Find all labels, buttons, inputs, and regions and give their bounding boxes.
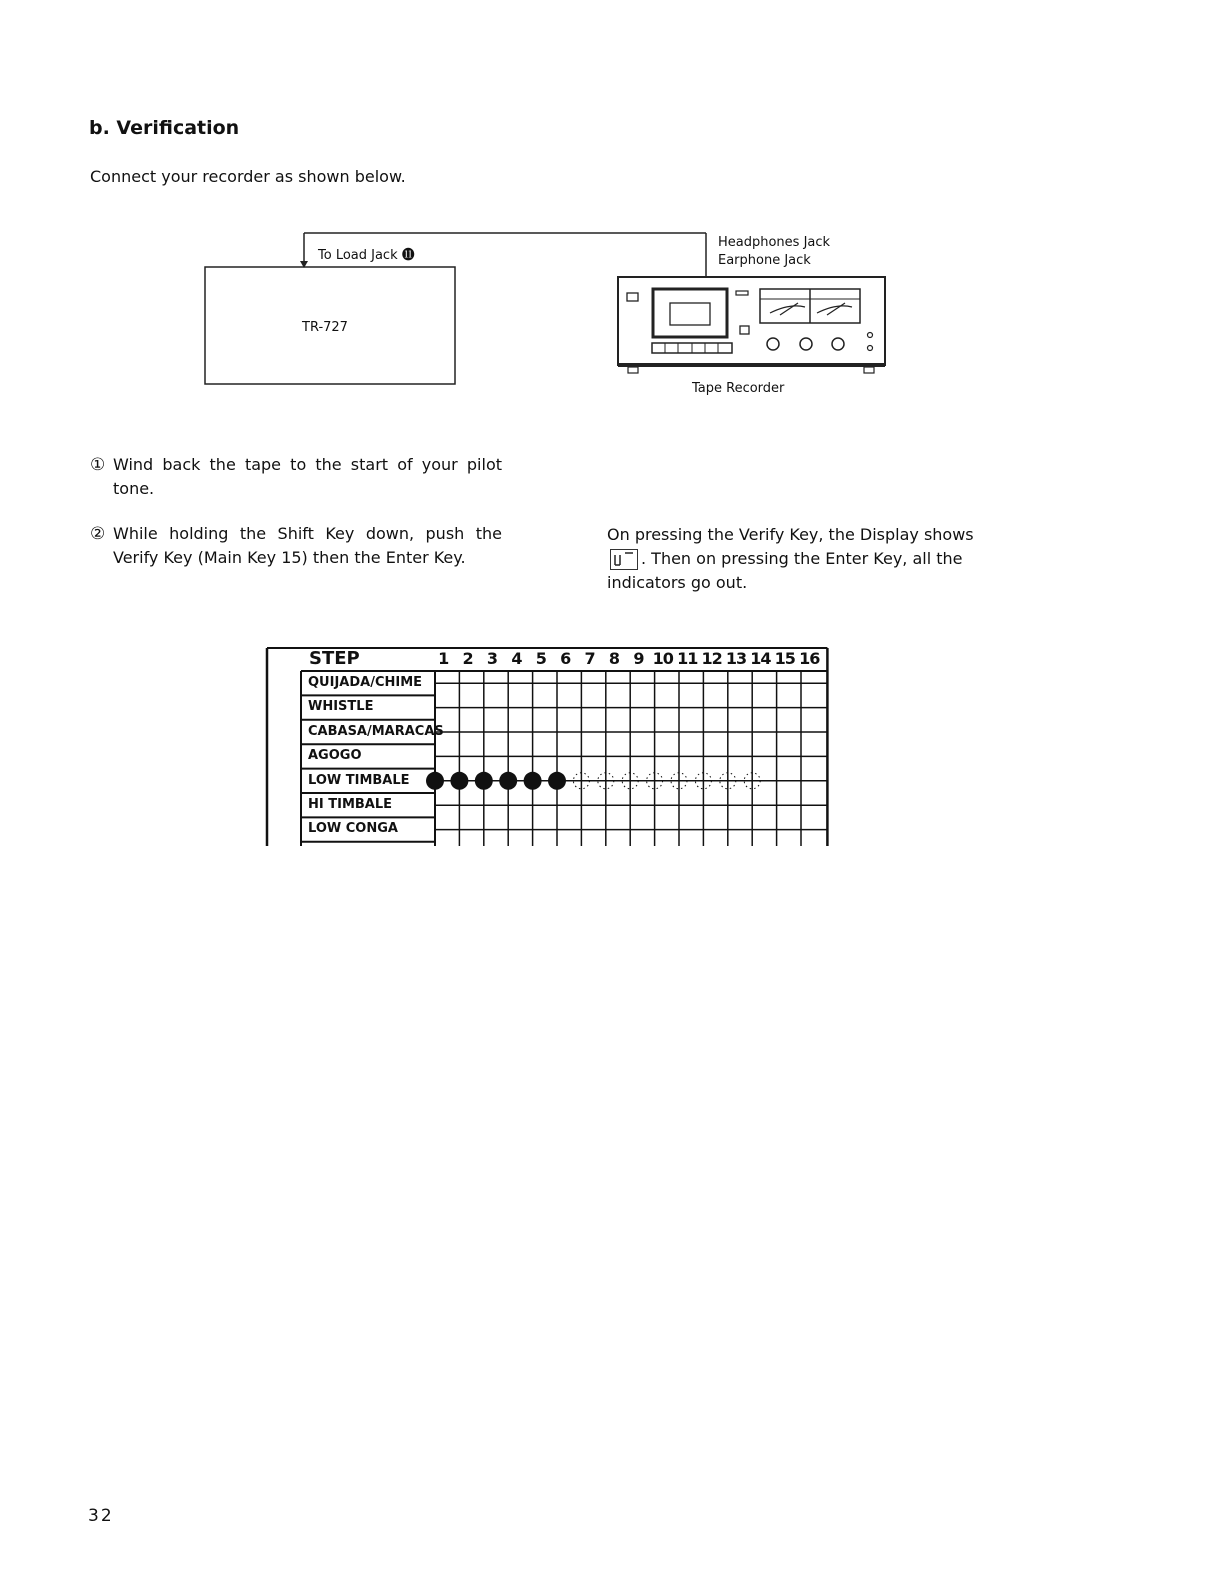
recorder-label: Tape Recorder xyxy=(692,381,785,396)
intro-text: Connect your recorder as shown below. xyxy=(90,167,406,186)
step-number-12: 12 xyxy=(701,649,722,668)
step-number-7: 7 xyxy=(584,649,595,668)
step-text: While holding the Shift Key down, push the Verify Key (Main Key 15) then the Enter Key. xyxy=(113,524,502,567)
page-number: 32 xyxy=(88,1506,114,1526)
instrument-row-label: LOW CONGA xyxy=(308,821,398,837)
jack-label-headphones: Headphones Jack xyxy=(718,235,831,250)
step-dot-filled xyxy=(499,772,517,790)
step-number-4: 4 xyxy=(511,649,522,668)
step-grid-header: STEP xyxy=(309,648,360,669)
step-number-11: 11 xyxy=(677,649,698,668)
step-number-13: 13 xyxy=(725,649,747,668)
step-text: Wind back the tape to the start of your pilot tone. xyxy=(113,455,502,498)
step-number-15: 15 xyxy=(774,649,795,668)
step-number-2: 2 xyxy=(462,649,473,668)
step-number: ① xyxy=(90,455,106,475)
instrument-row-label: AGOGO xyxy=(308,748,362,764)
note-part2: . Then on pressing the Enter Key, all the indicators go out. xyxy=(607,549,963,592)
step-number-6: 6 xyxy=(560,649,571,668)
step-grid xyxy=(262,642,832,852)
step-number-1: 1 xyxy=(438,649,449,668)
display-readout-icon xyxy=(610,549,638,570)
connection-diagram xyxy=(200,225,900,405)
step-item-1 xyxy=(90,453,502,501)
instrument-row-label: QUIJADA/CHIME xyxy=(308,675,423,690)
cable-label: To Load Jack ⓫ xyxy=(318,248,415,263)
step-dot-filled xyxy=(475,772,493,790)
step-number: ② xyxy=(90,524,106,544)
verify-note xyxy=(607,523,997,595)
step-dot-filled xyxy=(426,772,444,790)
instrument-row-label: CABASA/MARACAS xyxy=(308,723,444,739)
instrument-row-label: WHISTLE xyxy=(308,699,374,715)
step-number-10: 10 xyxy=(652,649,673,668)
instrument-row-label: HI TIMBALE xyxy=(308,797,393,812)
step-dot-filled xyxy=(548,772,566,790)
section-heading: b. Verification xyxy=(89,117,240,139)
step-item-2 xyxy=(90,522,502,570)
diagram-lines xyxy=(200,225,900,405)
step-number-9: 9 xyxy=(633,649,644,668)
step-number-16: 16 xyxy=(799,649,820,668)
step-dot-filled xyxy=(524,772,542,790)
step-number-14: 14 xyxy=(750,649,771,668)
instrument-row-label: LOW TIMBALE xyxy=(308,772,410,788)
step-number-8: 8 xyxy=(608,649,620,668)
step-number-5: 5 xyxy=(535,649,546,668)
step-number-3: 3 xyxy=(486,649,498,668)
jack-label-earphone: Earphone Jack xyxy=(718,253,811,268)
step-dot-filled xyxy=(450,772,468,790)
note-part1: On pressing the Verify Key, the Display shows xyxy=(607,525,974,544)
device-label: TR-727 xyxy=(302,320,348,335)
